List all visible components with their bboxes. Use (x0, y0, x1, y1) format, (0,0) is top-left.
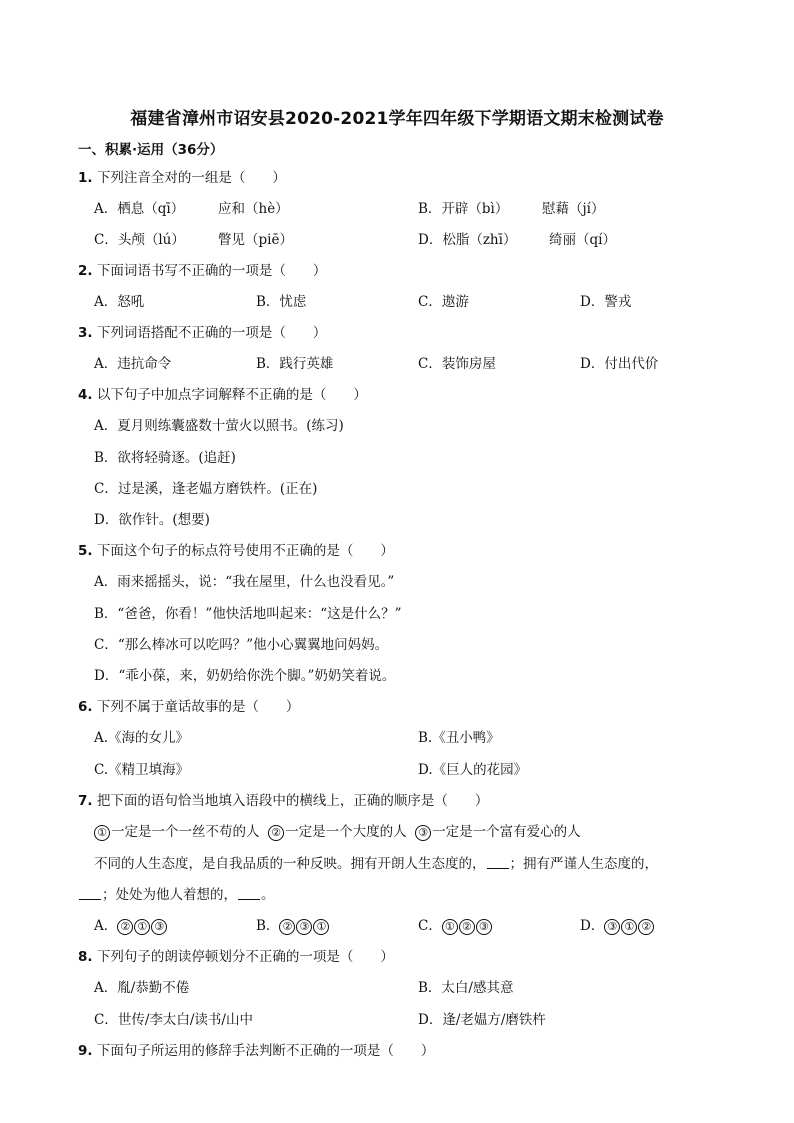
option-label: A． (94, 918, 118, 934)
option-a (94, 914, 168, 935)
question-2 (78, 259, 326, 279)
answer-blank (487, 856, 509, 869)
option-a: A．雨来摇摇头，说：“我在屋里，什么也没看见。” (94, 574, 395, 590)
passage-text: ；拥有严谨人生态度的， (509, 856, 658, 872)
circled-2: ② (459, 919, 475, 935)
passage-text: 不同的人生态度，是自我品质的一种反映。拥有开朗人生态度的， (94, 856, 486, 872)
question-number: 1. (78, 170, 93, 186)
option-a: A．胤/恭勤不倦 (94, 980, 190, 996)
question-number: 3. (78, 325, 93, 341)
question-1 (78, 166, 286, 186)
option-d-word2: 绮丽（qí） (549, 232, 616, 248)
option-d: D．“乖小葆，来，奶奶给你洗个脚。”奶奶笑着说。 (94, 668, 396, 684)
option-b: B．欲将轻骑逐。(追赶) (94, 450, 236, 466)
question-text: 把下面的语句恰当地填入语段中的横线上，正确的顺序是（ ） (96, 793, 489, 809)
option-c: C．世传/李太白/读书/山中 (94, 1012, 253, 1028)
circled-1: ① (94, 825, 110, 841)
question-text: 下面词语书写不正确的一项是（ ） (96, 263, 327, 279)
circled-2: ② (268, 825, 284, 841)
question-4 (78, 383, 367, 403)
option-a-word2: 应和（hè） (218, 201, 289, 217)
answer-blank (238, 887, 260, 900)
question-number: 8. (78, 949, 93, 965)
option-c: C．“那么棒冰可以吃吗？”他小心翼翼地问妈妈。 (94, 637, 389, 653)
option-c: C．遨游 (418, 294, 469, 310)
sentence-options (94, 820, 581, 841)
question-number: 7. (78, 793, 93, 809)
question-text: 下列句子的朗读停顿划分不正确的一项是（ ） (96, 949, 394, 965)
option-d (580, 914, 655, 935)
option-a: A.《海的女儿》 (94, 730, 190, 746)
option-a: A．怒吼 (94, 294, 145, 310)
option-d: D．付出代价 (580, 356, 659, 372)
option-b (256, 914, 330, 935)
circled-2: ② (279, 919, 295, 935)
question-3 (78, 321, 326, 341)
option-d: D．松脂（zhī） (418, 232, 517, 248)
option-label: B． (256, 918, 280, 934)
option-d: D．逢/老媪方/磨铁杵 (418, 1012, 546, 1028)
option-c: C.《精卫填海》 (94, 762, 190, 778)
sentence-2: 一定是一个大度的人 (285, 824, 407, 840)
option-a: A．夏月则练囊盛数十萤火以照书。(练习) (94, 418, 344, 434)
option-c: C．过是溪，逢老媪方磨铁杵。(正在) (94, 481, 318, 497)
question-number: 5. (78, 543, 93, 559)
circled-1: ① (134, 919, 150, 935)
circled-3: ③ (151, 919, 167, 935)
circled-3: ③ (476, 919, 492, 935)
question-5 (78, 539, 394, 559)
question-number: 9. (78, 1043, 93, 1059)
option-c (418, 914, 493, 935)
circled-1: ① (313, 919, 329, 935)
sentence-3: 一定是一个富有爱心的人 (432, 824, 581, 840)
option-b-word2: 慰藉（jí） (542, 201, 605, 217)
circled-2: ② (117, 919, 133, 935)
option-b: B.《丑小鸭》 (418, 730, 500, 746)
question-text: 下列注音全对的一组是（ ） (96, 170, 286, 186)
question-number: 4. (78, 387, 93, 403)
section-heading: 一、积累·运用（36分） (78, 142, 224, 158)
option-b: B．忧虑 (256, 294, 307, 310)
passage-text: 。 (261, 887, 275, 903)
question-6 (78, 695, 299, 715)
option-a: A．栖息（qī） (94, 201, 185, 217)
circled-3: ③ (604, 919, 620, 935)
question-8 (78, 945, 394, 965)
option-b: B．“爸爸，你看！”他快活地叫起来：“这是什么？” (94, 606, 402, 622)
question-text: 下面这个句子的标点符号使用不正确的是（ ） (96, 543, 394, 559)
question-text: 下列不属于童话故事的是（ ） (96, 699, 300, 715)
option-d: D．警戎 (580, 294, 632, 310)
circled-3: ③ (296, 919, 312, 935)
question-number: 6. (78, 699, 93, 715)
option-c: C．头颅（lú） (94, 232, 185, 248)
option-a: A．违抗命令 (94, 356, 172, 372)
option-d: D．欲作针。(想要) (94, 512, 210, 528)
option-b: B．践行英雄 (256, 356, 334, 372)
circled-1: ① (442, 919, 458, 935)
answer-blank (79, 887, 101, 900)
passage-line-1 (94, 852, 658, 872)
document-title: 福建省漳州市诏安县2020-2021学年四年级下学期语文期末检测试卷 (130, 109, 664, 129)
option-c: C．装饰房屋 (418, 356, 496, 372)
option-b: B．太白/感其意 (418, 980, 514, 996)
question-9 (78, 1039, 434, 1059)
circled-1: ① (621, 919, 637, 935)
question-7 (78, 789, 488, 809)
option-label: C． (418, 918, 442, 934)
circled-3: ③ (415, 825, 431, 841)
option-c-word2: 瞥见（piē） (218, 232, 293, 248)
question-text: 下列词语搭配不正确的一项是（ ） (96, 325, 327, 341)
option-d: D.《巨人的花园》 (418, 762, 528, 778)
passage-line-2 (78, 883, 275, 903)
question-number: 2. (78, 263, 93, 279)
passage-text: ；处处为他人着想的， (102, 887, 237, 903)
question-text: 以下句子中加点字词解释不正确的是（ ） (96, 387, 367, 403)
sentence-1: 一定是一个一丝不苟的人 (111, 824, 260, 840)
circled-2: ② (638, 919, 654, 935)
question-text: 下面句子所运用的修辞手法判断不正确的一项是（ ） (96, 1043, 435, 1059)
option-b: B．开辟（bì） (418, 201, 509, 217)
option-label: D． (580, 918, 605, 934)
